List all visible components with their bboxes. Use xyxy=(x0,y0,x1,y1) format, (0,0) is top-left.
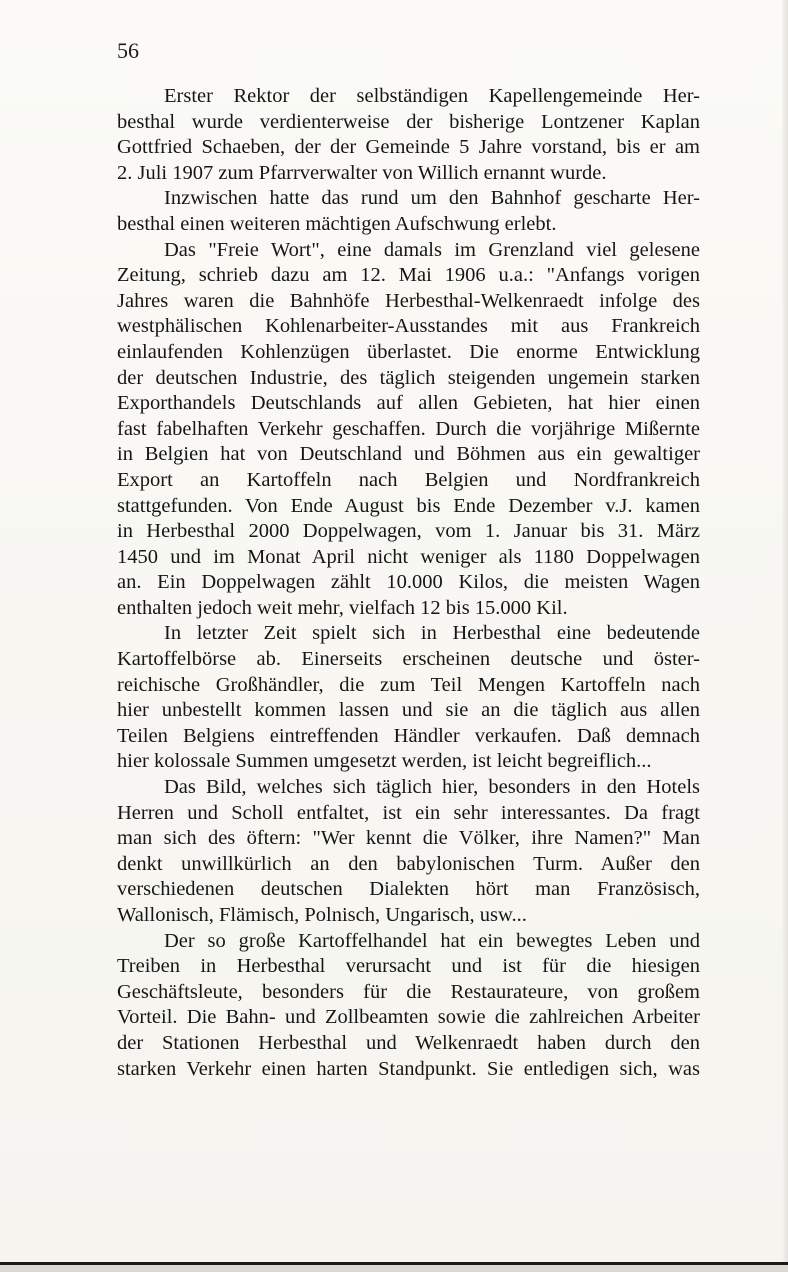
text-line: reichische Großhändler, die zum Teil Mengen Kartoffeln nach xyxy=(117,673,700,696)
text-line: an. Ein Doppelwagen zählt 10.000 Kilos, die meisten Wagen xyxy=(117,571,700,594)
text-line: Erster Rektor der selbständigen Kapellengemeinde Her- xyxy=(164,85,700,107)
text-line: 1450 und im Monat April nicht weniger als 1180 Doppelwagen xyxy=(117,545,700,568)
paragraph xyxy=(117,186,700,237)
paragraph xyxy=(117,929,700,1083)
text-line: Kartoffelbörse ab. Einerseits erscheinen deutsche und öster- xyxy=(117,648,700,671)
text-line: Inzwischen hatte das rund um den Bahnhof gescharte Her- xyxy=(164,187,700,210)
text-line: man sich des öftern: "Wer kennt die Völker, ihre Namen?" Man xyxy=(117,827,700,850)
text-line: verschiedenen deutschen Dialekten hört man Französisch, xyxy=(117,878,700,901)
text-line: enthalten jedoch weit mehr, vielfach 12 bis 15.000 Kil. xyxy=(117,596,568,619)
text-line: Jahres waren die Bahnhöfe Herbesthal-Welkenraedt infolge des xyxy=(117,289,700,312)
paragraph xyxy=(117,238,700,622)
text-line: Der so große Kartoffelhandel hat ein bewegtes Leben und xyxy=(164,929,700,952)
text-line: Teilen Belgiens eintreffenden Händler verkaufen. Daß demnach xyxy=(117,724,700,747)
paragraph xyxy=(117,621,700,775)
page-edge-shadow xyxy=(782,0,788,1262)
text-line: Exporthandels Deutschlands auf allen Gebieten, hat hier einen xyxy=(117,392,700,415)
text-line: Das "Freie Wort", eine damals im Grenzland viel gelesene xyxy=(164,238,700,261)
text-line: Export an Kartoffeln nach Belgien und Nordfrankreich xyxy=(117,468,700,491)
text-line: besthal wurde verdienterweise der bisherige Lontzener Kaplan xyxy=(117,110,700,133)
text-line: In letzter Zeit spielt sich in Herbesthal eine bedeutende xyxy=(164,622,700,645)
page-number: 56 xyxy=(117,38,139,63)
text-line: denkt unwillkürlich an den babylonischen Turm. Außer den xyxy=(117,852,700,875)
text-line: stattgefunden. Von Ende August bis Ende Dezember v.J. kamen xyxy=(117,494,700,517)
text-line: der Stationen Herbesthal und Welkenraedt haben durch den xyxy=(117,1031,700,1054)
text-line: 2. Juli 1907 zum Pfarrverwalter von Willich ernannt wurde. xyxy=(117,161,607,184)
text-line: Das Bild, welches sich täglich hier, besonders in den Hotels xyxy=(164,776,700,799)
paragraph xyxy=(117,775,700,929)
text-line: Treiben in Herbesthal verursacht und ist für die hiesigen xyxy=(117,955,700,978)
text-line: Wallonisch, Flämisch, Polnisch, Ungarisch, usw... xyxy=(117,904,527,926)
text-line: fast fabelhaften Verkehr geschaffen. Durch die vorjährige Mißernte xyxy=(117,417,700,440)
text-line: Zeitung, schrieb dazu am 12. Mai 1906 u.a.: "Anfangs vorigen xyxy=(117,264,700,287)
text-line: in Herbesthal 2000 Doppelwagen, vom 1. Januar bis 31. März xyxy=(117,520,700,543)
text-line: der deutschen Industrie, des täglich steigenden ungemein starken xyxy=(117,366,700,389)
text-line: westphälischen Kohlenarbeiter-Ausstandes mit aus Frankreich xyxy=(117,315,700,338)
paragraph xyxy=(117,84,700,186)
text-line: hier kolossale Summen umgesetzt werden, ist leicht begreiflich... xyxy=(117,750,652,773)
text-line: Geschäftsleute, besonders für die Restaurateure, von großem xyxy=(117,980,700,1003)
text-line: hier unbestellt kommen lassen und sie an die täglich aus allen xyxy=(117,699,700,722)
text-line: in Belgien hat von Deutschland und Böhmen aus ein gewaltiger xyxy=(117,443,700,466)
text-line: einlaufenden Kohlenzügen überlastet. Die enorme Entwicklung xyxy=(117,340,700,363)
text-line: Herren und Scholl entfaltet, ist ein sehr interessantes. Da fragt xyxy=(117,801,700,824)
text-line: Vorteil. Die Bahn- und Zollbeamten sowie die zahlreichen Arbeiter xyxy=(117,1006,700,1029)
text-line: besthal einen weiteren mächtigen Aufschwung erlebt. xyxy=(117,212,557,235)
page-bottom-shadow xyxy=(0,1265,788,1272)
body-text xyxy=(117,84,700,1082)
text-line: Gottfried Schaeben, der der Gemeinde 5 Jahre vorstand, bis er am xyxy=(117,136,700,159)
text-line: starken Verkehr einen harten Standpunkt. Sie entledigen sich, was xyxy=(117,1057,700,1080)
